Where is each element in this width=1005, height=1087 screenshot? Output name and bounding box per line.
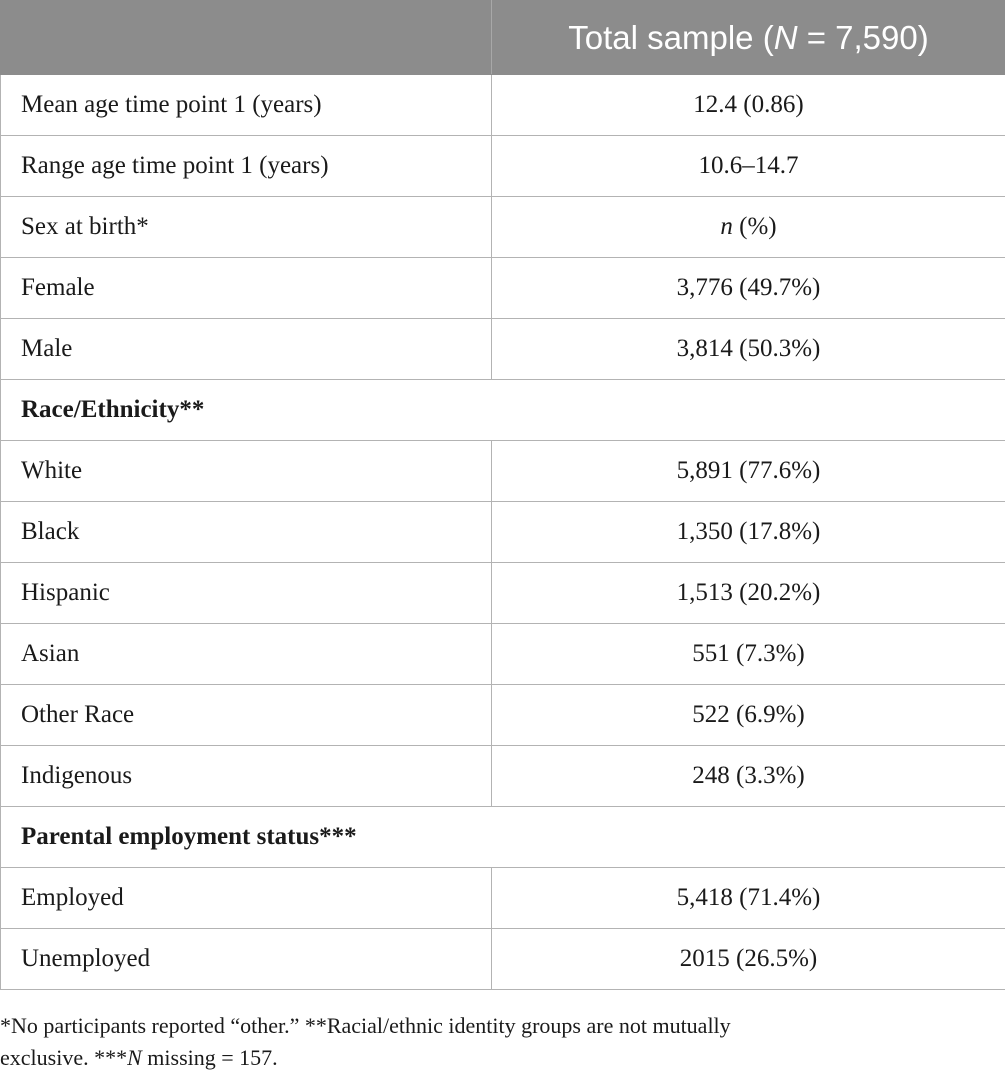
row-value-sex: [492, 197, 1005, 258]
table-row: [1, 624, 1005, 685]
table-row: [1, 685, 1005, 746]
table-footnote: [0, 1010, 1000, 1074]
row-label-female: Female: [1, 258, 492, 319]
header-total-prefix: Total sample (: [568, 18, 774, 56]
row-label-hispanic: Hispanic: [1, 563, 492, 624]
table-row: [1, 929, 1005, 990]
header-empty-cell: [1, 1, 492, 75]
row-value-unemployed: 2015 (26.5%): [492, 929, 1005, 990]
footnote-line-1: *No participants reported “other.” **Racial/ethnic identity groups are not mutually: [0, 1013, 731, 1038]
row-value-employed: 5,418 (71.4%): [492, 868, 1005, 929]
section-race-ethnicity: Race/Ethnicity**: [1, 380, 1005, 441]
header-total-suffix: = 7,590): [797, 18, 929, 56]
table-row: [1, 197, 1005, 258]
row-value-range-age: 10.6–14.7: [492, 136, 1005, 197]
row-label-other-race: Other Race: [1, 685, 492, 746]
row-value-hispanic: 1,513 (20.2%): [492, 563, 1005, 624]
table-row: [1, 502, 1005, 563]
sex-n-symbol: n: [720, 213, 733, 240]
row-value-female: 3,776 (49.7%): [492, 258, 1005, 319]
row-label-white: White: [1, 441, 492, 502]
table-row: [1, 319, 1005, 380]
footnote-line-2: [0, 1042, 1000, 1074]
table-row: [1, 441, 1005, 502]
sex-percent-label: (%): [732, 213, 777, 240]
footnote-n-symbol: N: [127, 1045, 142, 1070]
header-row: [1, 1, 1005, 75]
row-value-indigenous: 248 (3.3%): [492, 746, 1005, 807]
footnote-line-2-prefix: exclusive. ***: [0, 1045, 128, 1070]
row-label-mean-age: Mean age time point 1 (years): [1, 75, 492, 136]
header-total-sample: [492, 1, 1005, 75]
table-row: [1, 868, 1005, 929]
row-value-white: 5,891 (77.6%): [492, 441, 1005, 502]
row-value-mean-age: 12.4 (0.86): [492, 75, 1005, 136]
table-row: [1, 563, 1005, 624]
header-total-n-symbol: N: [773, 18, 798, 56]
footnote-line-2-suffix: missing = 157.: [141, 1045, 278, 1070]
row-label-asian: Asian: [1, 624, 492, 685]
section-row: [1, 807, 1005, 868]
section-row: [1, 380, 1005, 441]
row-label-employed: Employed: [1, 868, 492, 929]
row-label-male: Male: [1, 319, 492, 380]
table-row: [1, 258, 1005, 319]
table-row: [1, 75, 1005, 136]
row-value-male: 3,814 (50.3%): [492, 319, 1005, 380]
row-label-sex: Sex at birth*: [1, 197, 492, 258]
section-parental-employment: Parental employment status***: [1, 807, 1005, 868]
row-value-black: 1,350 (17.8%): [492, 502, 1005, 563]
row-label-black: Black: [1, 502, 492, 563]
row-value-other-race: 522 (6.9%): [492, 685, 1005, 746]
row-label-unemployed: Unemployed: [1, 929, 492, 990]
row-label-indigenous: Indigenous: [1, 746, 492, 807]
table-row: [1, 746, 1005, 807]
row-label-range-age: Range age time point 1 (years): [1, 136, 492, 197]
row-value-asian: 551 (7.3%): [492, 624, 1005, 685]
table-row: [1, 136, 1005, 197]
